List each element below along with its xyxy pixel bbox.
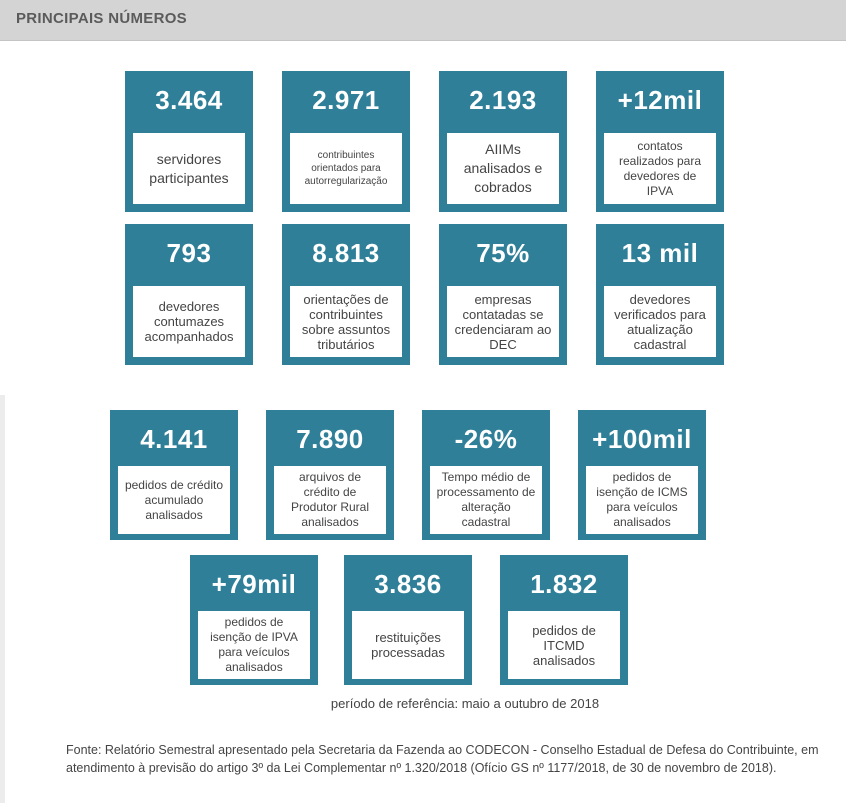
stat-label: arquivos de crédito de Produtor Rural analisados: [274, 466, 386, 534]
stat-label: devedores verificados para atualização cadastral: [604, 286, 716, 357]
stat-label: contribuintes orientados para autorregularização: [290, 133, 402, 204]
section-title: PRINCIPAIS NÚMEROS: [16, 10, 187, 27]
stat-label: servidores participantes: [133, 133, 245, 204]
stat-card-credito-acumulado: [110, 410, 238, 540]
reference-period-text: período de referência: maio a outubro de 2018: [330, 696, 600, 711]
stat-card-orientacoes: [282, 224, 410, 365]
stat-value: -26%: [454, 424, 518, 454]
stat-value: +79mil: [211, 569, 297, 599]
stat-label: empresas contatadas se credenciaram ao DEC: [447, 286, 559, 357]
stat-value: 13 mil: [621, 238, 699, 268]
stat-value: +12mil: [617, 85, 703, 115]
stat-value: 2.193: [469, 85, 537, 115]
stat-card-servidores: [125, 71, 253, 212]
stat-value: 7.890: [296, 424, 364, 454]
stat-value: 1.832: [530, 569, 598, 599]
stat-value: 793: [166, 238, 212, 268]
stat-label: devedores contumazes acompanhados: [133, 286, 245, 357]
stat-label: pedidos de isenção de ICMS para veículos analisados: [586, 466, 698, 534]
stat-card-devedores-verificados: [596, 224, 724, 365]
stat-card-aiims: [439, 71, 567, 212]
stat-value: 2.971: [312, 85, 380, 115]
stat-label: AIIMs analisados e cobrados: [447, 133, 559, 204]
reference-period: [0, 696, 846, 711]
stat-value: 75%: [476, 238, 530, 268]
stat-card-produtor-rural: [266, 410, 394, 540]
stat-card-tempo-medio: [422, 410, 550, 540]
stat-label: pedidos de ITCMD analisados: [508, 611, 620, 679]
stat-value: 4.141: [140, 424, 208, 454]
stat-card-restituicoes: [344, 555, 472, 685]
stat-card-contatos-ipva: [596, 71, 724, 212]
stat-value: +100mil: [592, 424, 692, 454]
stat-label: orientações de contribuintes sobre assuntos tributários: [290, 286, 402, 357]
section-header: [0, 0, 846, 41]
stat-label: contatos realizados para devedores de IPVA: [604, 133, 716, 204]
stat-label: pedidos de crédito acumulado analisados: [118, 466, 230, 534]
stat-card-devedores-contumazes: [125, 224, 253, 365]
stat-label: restituições processadas: [352, 611, 464, 679]
stat-card-itcmd: [500, 555, 628, 685]
stat-card-contribuintes: [282, 71, 410, 212]
stat-value: 3.836: [374, 569, 442, 599]
stat-card-isencao-ipva: [190, 555, 318, 685]
stat-value: 3.464: [155, 85, 223, 115]
left-divider: [0, 395, 5, 803]
stat-card-empresas-dec: [439, 224, 567, 365]
source-note: Fonte: Relatório Semestral apresentado pela Secretaria da Fazenda ao CODECON - Conselho Estadual de Defesa do Contribuinte, em atendimento à previsão do artigo 3º da Lei Complementar nº 1.320/2018 (Ofício GS nº 1177/2018, de 30 de novembro de 2018).: [66, 743, 819, 775]
stat-label: Tempo médio de processamento de alteração cadastral: [430, 466, 542, 534]
stat-card-isencao-icms: [578, 410, 706, 540]
stat-value: 8.813: [312, 238, 380, 268]
stat-label: pedidos de isenção de IPVA para veículos analisados: [198, 611, 310, 679]
